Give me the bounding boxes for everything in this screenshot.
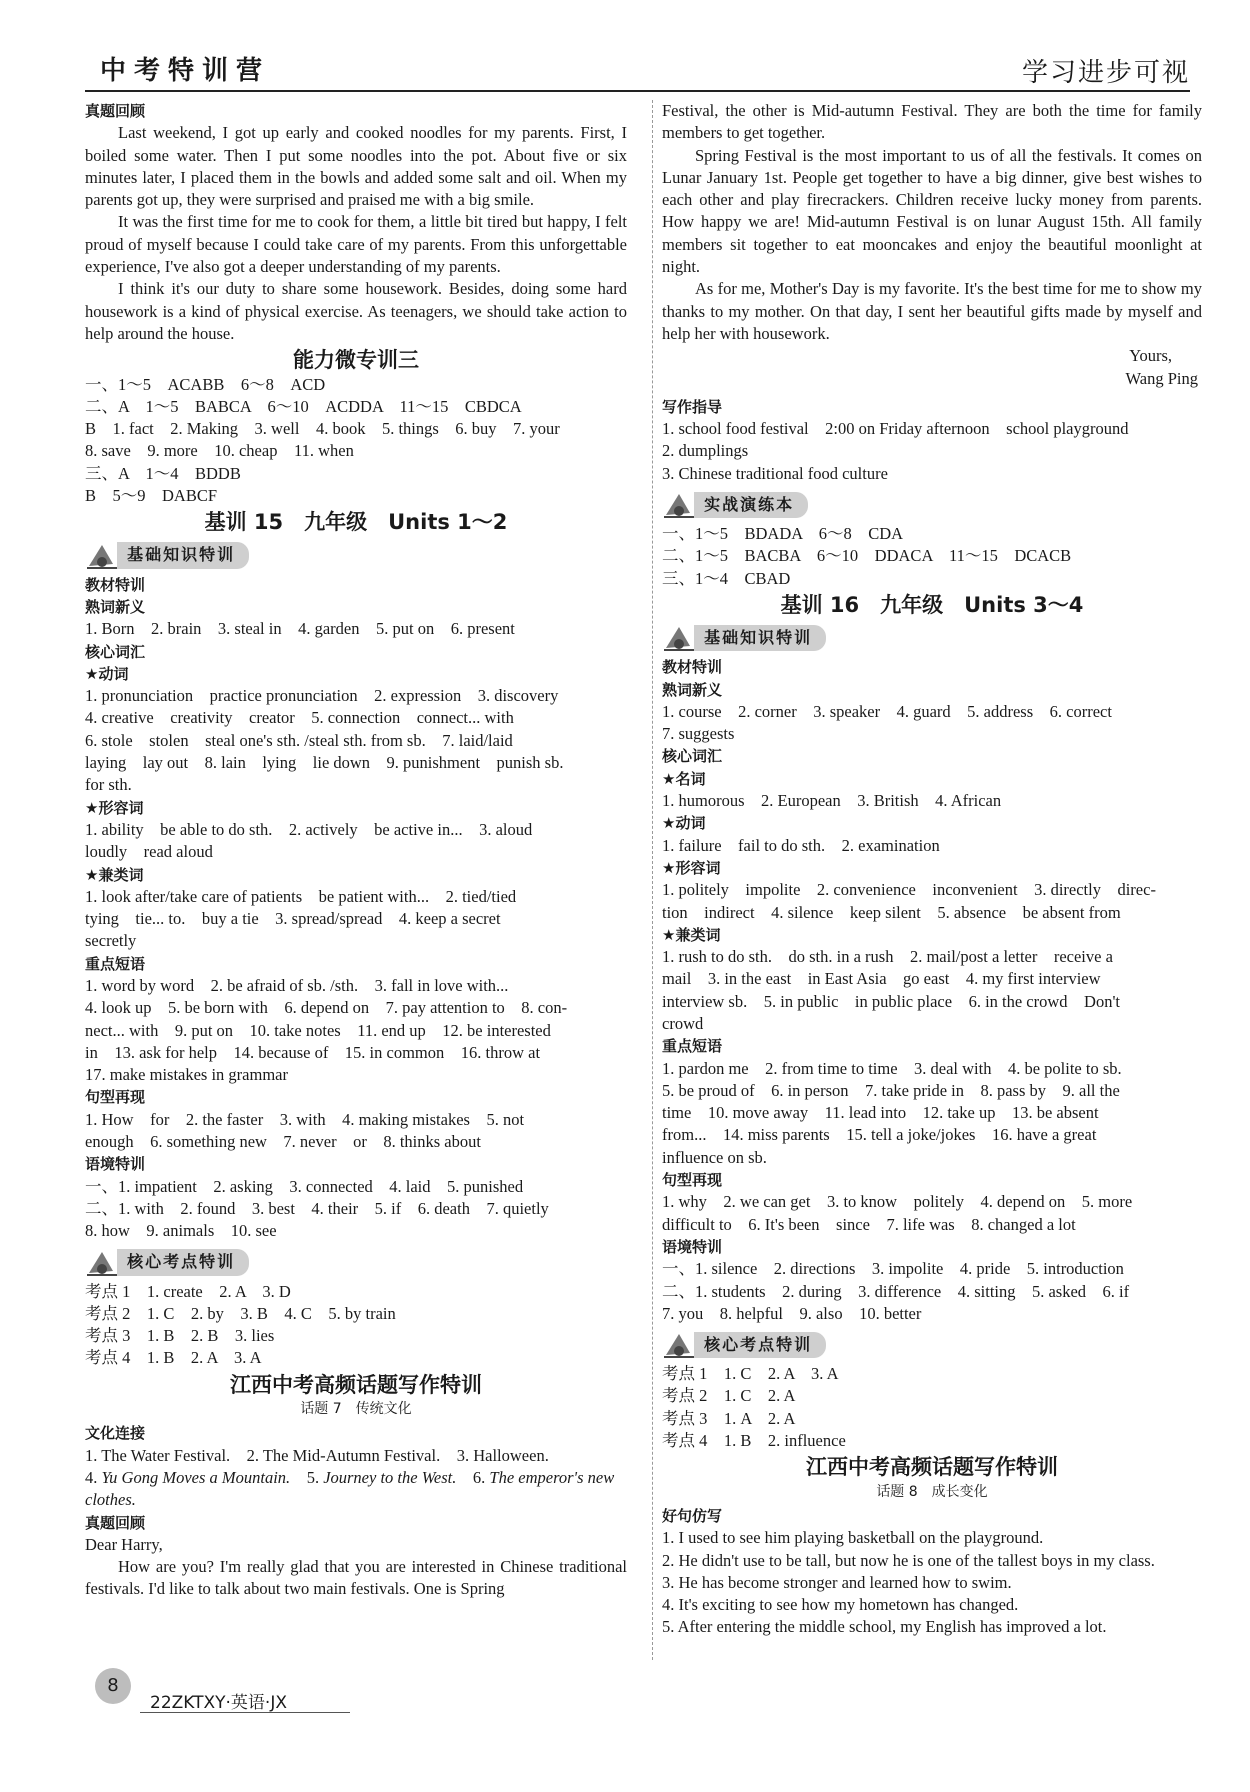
book-title: Journey to the West. [323,1467,457,1487]
subsection-label: ★动词 [85,664,129,683]
header-brand: 中考特训营 [100,56,271,86]
banner-practice [662,491,808,519]
answer-line: 4. look up 5. be born with 6. depend on 7. pay attention to 8. con- [85,998,568,1018]
answer-line: 1. humorous 2. European 3. British 4. African [662,791,1002,811]
answer-number: 5. [306,1467,320,1487]
answer-line: crowd [662,1013,704,1033]
answer-line: 三、A 1～4 BDDB [85,463,241,483]
answer-line: nect... with 9. put on 10. take notes 11. end up 12. be interested [85,1020,551,1040]
answer-line: 二、A 1～5 BABCA 6～10 ACDDA 11～15 CBDCA [85,396,522,416]
answer-line: 1. How for 2. the faster 3. with 4. making mistakes 5. not [85,1109,525,1129]
answer-line: difficult to 6. It's been since 7. life was 8. changed a lot [662,1214,1076,1234]
answer-line: 1. failure fail to do sth. 2. examination [662,835,940,855]
wizard-icon [85,542,119,570]
answer-line: 考点 3 1. B 2. B 3. lies [85,1326,275,1346]
answer-line: 5. be proud of 6. in person 7. take pride in 8. pass by 9. all the [662,1080,1120,1100]
answer-list [662,523,1202,590]
answer-line: 考点 4 1. B 2. A 3. A [85,1348,262,1368]
section-title: 江西中考高频话题写作特训 [806,1455,1058,1480]
answer-line: mail 3. in the east in East Asia go east 4. my first interview [662,969,1101,989]
answer-line: 1. I used to see him playing basketball on the playground. [662,1528,1044,1548]
section-label: 好句仿写 [662,1506,723,1525]
answer-line: 4. creative creativity creator 5. connection connect... with [85,708,514,728]
banner-basic-training [662,624,826,652]
answer-line: 1. politely impolite 2. convenience inconvenient 3. directly direc- [662,880,1156,900]
answer-list [85,574,627,1243]
answer-line: 一、1～5 ACABB 6～8 ACD [85,374,326,394]
footer-rule [140,1712,350,1713]
subsection-label: 语境特训 [662,1237,723,1256]
letter-paragraph: Festival, the other is Mid-autumn Festival. They are both the time for family members to get together. [662,101,1202,143]
answer-line: 2. He didn't use to be tall, but now he is one of the tallest boys in my class. [662,1550,1155,1570]
answer-line: 考点 2 1. C 2. by 3. B 4. C 5. by train [85,1303,396,1323]
answer-list [85,374,627,508]
banner-basic-training [85,542,249,570]
answer-line: 1. ability be able to do sth. 2. actively be active in... 3. aloud [85,819,533,839]
subsection-label: ★动词 [662,814,706,833]
answer-line: influence on sb. [662,1147,767,1167]
answer-line: 8. save 9. more 10. cheap 11. when [85,441,354,461]
answer-line: 三、1～4 CBAD [662,568,791,588]
banner-core-points [662,1331,826,1359]
subsection-label: 教材特训 [85,575,146,594]
section-label: 写作指导 [662,397,723,416]
answer-line: 1. why 2. we can get 3. to know politely 4. depend on 5. more [662,1192,1133,1212]
answer-line: 1. pronunciation practice pronunciation 2. expression 3. discovery [85,686,559,706]
header-rule [85,90,1190,92]
answer-line: time 10. move away 11. lead into 12. take up 13. be absent [662,1103,1099,1123]
banner-label: 实战演练本 [694,492,808,518]
answer-line: 一、1. impatient 2. asking 3. connected 4. laid 5. punished [85,1176,524,1196]
essay-paragraph: It was the first time for me to cook for them, a little bit tired but happy, I felt proud of myself because I could take care of my parents. From this unforgettable experience, I've also got a deeper understanding of my parents. [85,212,627,277]
answer-line: tion indirect 4. silence keep silent 5. absence be absent from [662,902,1121,922]
answer-line: 1. look after/take care of patients be patient with... 2. tied/tied [85,886,517,906]
answer-line: in 13. ask for help 14. because of 15. in common 16. throw at [85,1042,541,1062]
answer-number: 6. [472,1467,486,1487]
left-column [85,100,627,1601]
answer-line: 二、1～5 BACBA 6～10 DDACA 11～15 DCACB [662,546,1072,566]
subsection-label: 核心词汇 [662,747,723,766]
wizard-icon [662,1331,696,1359]
answer-line: 1. rush to do sth. do sth. in a rush 2. mail/post a letter receive a [662,947,1113,967]
subsection-label: 句型再现 [85,1088,146,1107]
banner-label: 核心考点特训 [694,1332,826,1358]
wizard-icon [662,624,696,652]
answer-list [662,1527,1202,1638]
answer-line: B 1. fact 2. Making 3. well 4. book 5. things 6. buy 7. your [85,419,560,439]
banner-label: 基础知识特训 [694,625,826,651]
answer-line: 一、1. silence 2. directions 3. impolite 4. pride 5. introduction [662,1259,1124,1279]
answer-line: 7. suggests [662,724,735,744]
column-divider [652,100,653,1660]
answer-line: 1. course 2. corner 3. speaker 4. guard 5. address 6. correct [662,701,1112,721]
header-slogan: 学习进步可视 [1021,58,1190,88]
letter-greeting: Dear Harry, [85,1534,163,1554]
section-title: 能力微专训三 [293,348,419,373]
answer-line: 3. He has become stronger and learned how to swim. [662,1572,1012,1592]
subsection-label: 教材特训 [662,658,723,677]
book-title: The emperor's new clothes. [85,1467,615,1510]
essay-paragraph: Last weekend, I got up early and cooked noodles for my parents. First, I boiled some water. Then I put some noodles into the pot. About five or six minutes later, I placed them in the bowls and added some salt and oil. When my parents got up, they were surprised and praised me with a big smile. [85,123,627,210]
answer-line: interview sb. 5. in public in public place 6. in the crowd Don't [662,991,1121,1011]
answer-line: 8. how 9. animals 10. see [85,1221,277,1241]
subsection-label: 核心词汇 [85,642,146,661]
answer-line: 4. It's exciting to see how my hometown has changed. [662,1595,1019,1615]
wizard-icon [85,1249,119,1277]
answer-line: 3. Chinese traditional food culture [662,463,888,483]
answer-line: 5. After entering the middle school, my English has improved a lot. [662,1617,1107,1637]
subsection-label: 语境特训 [85,1155,146,1174]
book-code: 22ZKTXY·英语·JX [150,1693,287,1713]
answer-line: 1. Born 2. brain 3. steal in 4. garden 5. put on 6. present [85,619,515,639]
page-number: 8 [95,1668,131,1704]
answer-line: 考点 2 1. C 2. A [662,1386,796,1406]
book-title: Yu Gong Moves a Mountain. [101,1467,291,1487]
subsection-label: ★形容词 [85,798,144,817]
answer-line: 一、1～5 BDADA 6～8 CDA [662,524,904,544]
subsection-label: ★兼类词 [85,865,144,884]
banner-label: 核心考点特训 [117,1249,249,1275]
subsection-label: 熟词新义 [662,680,723,699]
subsection-label: 句型再现 [662,1171,723,1190]
answer-list [85,1281,627,1370]
answer-line: 1. pardon me 2. from time to time 3. deal with 4. be polite to sb. [662,1058,1122,1078]
page-header [85,48,1190,88]
answer-line: from... 14. miss parents 15. tell a joke/jokes 16. have a great [662,1125,1097,1145]
essay-paragraph: I think it's our duty to share some housework. Besides, doing some hard housework is a kind of physical exercise. As teenagers, we should take action to help around the house. [85,279,627,343]
wizard-icon [662,491,696,519]
topic-subtitle: 话题 7 传统文化 [300,1401,412,1418]
answer-line: 考点 3 1. A 2. A [662,1408,796,1428]
answer-line: secretly [85,931,137,951]
answer-line: 7. you 8. helpful 9. also 10. better [662,1303,922,1323]
answer-line: enough 6. something new 7. never or 8. thinks about [85,1132,481,1152]
subsection-label: 重点短语 [85,954,146,973]
answer-line: 1. school food festival 2:00 on Friday afternoon school playground [662,419,1129,439]
answer-line: 2. dumplings [662,441,749,461]
section-label: 文化连接 [85,1424,146,1443]
subsection-label: 重点短语 [662,1037,723,1056]
answer-list [662,418,1202,485]
page-footer [95,1660,355,1720]
answer-line: tying tie... to. buy a tie 3. spread/spread 4. keep a secret [85,909,501,929]
section-label: 真题回顾 [85,102,146,120]
answer-line: 17. make mistakes in grammar [85,1065,288,1085]
letter-paragraph: As for me, Mother's Day is my favorite. It's the best time for me to show my thanks to my mother. On that day, I sent her beautiful gifts made by myself and help her with housework. [662,279,1202,343]
answer-line: loudly read aloud [85,842,213,862]
answer-line: 考点 1 1. create 2. A 3. D [85,1281,291,1301]
subsection-label: ★名词 [662,769,706,788]
answer-line: laying lay out 8. lain lying lie down 9. punishment punish sb. [85,753,564,773]
answer-line [85,1467,627,1512]
letter-closing: Yours, [1129,346,1172,366]
answer-line: 二、1. students 2. during 3. difference 4. sitting 5. asked 6. if [662,1281,1130,1301]
answer-list [662,1363,1202,1452]
banner-label: 基础知识特训 [117,542,249,568]
subsection-label: ★形容词 [662,858,721,877]
answer-line: 考点 1 1. C 2. A 3. A [662,1364,839,1384]
answer-line: for sth. [85,775,132,795]
section-title: 江西中考高频话题写作特训 [230,1372,482,1397]
topic-subtitle: 话题 8 成长变化 [876,1483,988,1500]
section-title: 基训 15 九年级 Units 1～2 [204,510,508,535]
right-column [662,100,1202,1639]
subsection-label: ★兼类词 [662,925,721,944]
letter-paragraph: Spring Festival is the most important to us of all the festivals. It comes on Lunar January 1st. People get together to have a big dinner, give best wishes to each other and play firecrackers. Children receive lucky money from parents. How happy we are! Mid-autumn Festival is on lunar August 15th. All family members sit together to eat mooncakes and enjoy the beautiful moonlight at night. [662,145,1202,277]
answer-list [662,656,1202,1325]
section-label: 真题回顾 [85,1513,146,1532]
subsection-label: 熟词新义 [85,597,146,616]
banner-core-points [85,1249,249,1277]
answer-line: 6. stole stolen steal one's sth. /steal sth. from sb. 7. laid/laid [85,730,513,750]
answer-line: 1. The Water Festival. 2. The Mid-Autumn Festival. 3. Halloween. [85,1445,549,1465]
answer-line: 1. word by word 2. be afraid of sb. /sth. 3. fall in love with... [85,975,509,995]
letter-paragraph: How are you? I'm really glad that you are interested in Chinese traditional festivals. I'd like to talk about two main festivals. One is Spring [85,1557,627,1599]
answer-line: B 5～9 DABCF [85,486,218,506]
answer-line: 考点 4 1. B 2. influence [662,1431,846,1451]
section-title: 基训 16 九年级 Units 3～4 [780,592,1084,617]
letter-signature: Wang Ping [1125,368,1198,388]
answer-number: 4. [85,1467,98,1487]
answer-line: 二、1. with 2. found 3. best 4. their 5. if 6. death 7. quietly [85,1198,549,1218]
